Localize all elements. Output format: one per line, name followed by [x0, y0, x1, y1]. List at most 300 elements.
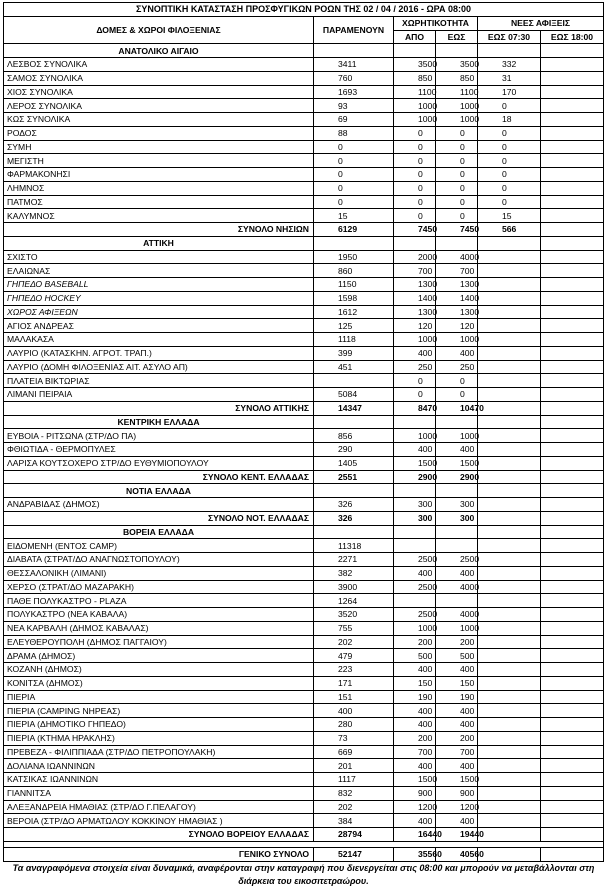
flows-table — [3, 2, 604, 889]
table-row — [4, 566, 604, 580]
value-from: 1000 — [394, 113, 436, 127]
empty-cell — [478, 484, 541, 498]
value-from: 500 — [394, 649, 436, 663]
facility-name: ΚΑΤΣΙΚΑΣ ΙΩΑΝΝΙΝΩΝ — [4, 773, 314, 787]
value-rem: 1598 — [314, 291, 394, 305]
value-rem: 93 — [314, 99, 394, 113]
value-to: 0 — [436, 154, 478, 168]
value-from: 700 — [394, 745, 436, 759]
value-to: 0 — [436, 140, 478, 154]
value-from: 300 — [394, 498, 436, 512]
value-a0730 — [478, 731, 541, 745]
value-to: 0 — [436, 126, 478, 140]
empty-cell — [436, 44, 478, 58]
table-row — [4, 498, 604, 512]
value-a1800 — [541, 498, 604, 512]
value-from: 400 — [394, 443, 436, 457]
value-rem: 223 — [314, 663, 394, 677]
value-from: 16440 — [394, 828, 436, 842]
facility-name: ΝΕΑ ΚΑΡΒΑΛΗ (ΔΗΜΟΣ ΚΑΒΑΛΑΣ) — [4, 621, 314, 635]
table-row — [4, 195, 604, 209]
value-a1800 — [541, 250, 604, 264]
value-rem: 0 — [314, 195, 394, 209]
table-row — [4, 608, 604, 622]
value-a0730 — [478, 704, 541, 718]
value-rem: 400 — [314, 704, 394, 718]
value-a0730 — [478, 388, 541, 402]
value-from — [394, 539, 436, 553]
table-row — [4, 663, 604, 677]
table-row — [4, 800, 604, 814]
facility-name: ΦΘΙΩΤΙΔΑ - ΘΕΡΜΟΠΥΛΕΣ — [4, 443, 314, 457]
value-rem: 2551 — [314, 470, 394, 484]
value-to — [436, 539, 478, 553]
value-rem: 0 — [314, 140, 394, 154]
value-a1800 — [541, 704, 604, 718]
total-row — [4, 847, 604, 861]
facility-name: ΛΕΡΟΣ ΣΥΝΟΛΙΚΑ — [4, 99, 314, 113]
value-a1800 — [541, 676, 604, 690]
value-to: 400 — [436, 443, 478, 457]
value-a1800 — [541, 456, 604, 470]
value-to: 4000 — [436, 580, 478, 594]
section-label: ΑΝΑΤΟΛΙΚΟ ΑΙΓΑΙΟ — [4, 44, 314, 58]
value-a1800 — [541, 847, 604, 861]
table-row — [4, 704, 604, 718]
facility-name: ΛΑΥΡΙΟ (ΔΟΜΗ ΦΙΛΟΞΕΝΙΑΣ ΑΙΤ. ΑΣΥΛΟ ΑΠ) — [4, 360, 314, 374]
value-to: 120 — [436, 319, 478, 333]
value-to — [436, 594, 478, 608]
total-label: ΣΥΝΟΛΟ ΚΕΝΤ. ΕΛΛΑΔΑΣ — [4, 470, 314, 484]
value-a0730 — [478, 319, 541, 333]
empty-cell — [394, 415, 436, 429]
value-rem: 1117 — [314, 773, 394, 787]
value-rem: 14347 — [314, 401, 394, 415]
value-to: 0 — [436, 388, 478, 402]
value-from: 1000 — [394, 333, 436, 347]
empty-cell — [541, 484, 604, 498]
value-from: 900 — [394, 786, 436, 800]
table-row — [4, 305, 604, 319]
value-a0730: 31 — [478, 71, 541, 85]
value-a0730: 15 — [478, 209, 541, 223]
facility-name: ΣΑΜΟΣ ΣΥΝΟΛΙΚΑ — [4, 71, 314, 85]
facility-name: ΡΟΔΟΣ — [4, 126, 314, 140]
value-rem: 3411 — [314, 58, 394, 72]
empty-cell — [478, 415, 541, 429]
value-to: 0 — [436, 181, 478, 195]
facility-name: ΚΩΣ ΣΥΝΟΛΙΚΑ — [4, 113, 314, 127]
value-to: 1500 — [436, 773, 478, 787]
value-rem: 0 — [314, 154, 394, 168]
value-rem: 52147 — [314, 847, 394, 861]
value-a1800 — [541, 58, 604, 72]
value-from: 1100 — [394, 85, 436, 99]
value-a1800 — [541, 291, 604, 305]
value-a1800 — [541, 181, 604, 195]
value-rem: 382 — [314, 566, 394, 580]
table-row — [4, 168, 604, 182]
value-rem: 201 — [314, 759, 394, 773]
table-row — [4, 374, 604, 388]
empty-cell — [394, 236, 436, 250]
section-header-row — [4, 44, 604, 58]
value-rem: 451 — [314, 360, 394, 374]
value-to: 250 — [436, 360, 478, 374]
footnote: Τα αναγραφόμενα στοιχεία είναι δυναμικά, αναφέρονται στην καταγραφή που διενεργείται στις 08:00 και μπορούν να μεταβάλλονται στη διάρκεια του εικοσιτετραώρου. — [4, 861, 604, 889]
value-a1800 — [541, 828, 604, 842]
value-to: 19440 — [436, 828, 478, 842]
table-row — [4, 333, 604, 347]
value-a0730 — [478, 847, 541, 861]
value-from: 1500 — [394, 456, 436, 470]
value-a0730 — [478, 800, 541, 814]
facility-name: ΠΑΤΜΟΣ — [4, 195, 314, 209]
table-row — [4, 209, 604, 223]
empty-cell — [436, 484, 478, 498]
value-rem: 88 — [314, 126, 394, 140]
value-a1800 — [541, 745, 604, 759]
facility-name: ΧΩΡΟΣ ΑΦΙΞΕΩΝ — [4, 305, 314, 319]
value-rem: 202 — [314, 635, 394, 649]
value-to: 7450 — [436, 223, 478, 237]
table-row — [4, 113, 604, 127]
value-a0730 — [478, 759, 541, 773]
value-rem: 6129 — [314, 223, 394, 237]
value-a0730 — [478, 498, 541, 512]
table-row — [4, 126, 604, 140]
facility-name: ΓΙΑΝΝΙΤΣΑ — [4, 786, 314, 800]
value-a1800 — [541, 566, 604, 580]
refugee-flows-report — [3, 2, 603, 889]
value-a1800 — [541, 140, 604, 154]
table-row — [4, 140, 604, 154]
value-to: 4000 — [436, 608, 478, 622]
facility-name: ΒΕΡΟΙΑ (ΣΤΡ/ΔΟ ΑΡΜΑΤΩΛΟΥ ΚΟΚΚΙΝΟΥ ΗΜΑΘΙΑΣ ) — [4, 814, 314, 828]
table-row — [4, 676, 604, 690]
value-a1800 — [541, 71, 604, 85]
value-rem: 15 — [314, 209, 394, 223]
total-row — [4, 401, 604, 415]
value-rem: 290 — [314, 443, 394, 457]
value-from: 8470 — [394, 401, 436, 415]
facility-name: ΠΟΛΥΚΑΣΤΡΟ (ΝΕΑ ΚΑΒΑΛΑ) — [4, 608, 314, 622]
value-rem: 73 — [314, 731, 394, 745]
value-from: 0 — [394, 154, 436, 168]
value-from: 0 — [394, 181, 436, 195]
table-row — [4, 58, 604, 72]
value-to: 400 — [436, 663, 478, 677]
value-a0730 — [478, 828, 541, 842]
facility-name: ΑΝΔΡΑΒΙΔΑΣ (ΔΗΜΟΣ) — [4, 498, 314, 512]
value-rem: 760 — [314, 71, 394, 85]
value-to: 1200 — [436, 800, 478, 814]
section-label: ΚΕΝΤΡΙΚΗ ΕΛΛΑΔΑ — [4, 415, 314, 429]
value-from: 150 — [394, 676, 436, 690]
value-a0730 — [478, 621, 541, 635]
value-a1800 — [541, 429, 604, 443]
table-row — [4, 360, 604, 374]
value-rem: 171 — [314, 676, 394, 690]
value-rem: 151 — [314, 690, 394, 704]
value-to: 10470 — [436, 401, 478, 415]
facility-name: ΛΕΣΒΟΣ ΣΥΝΟΛΙΚΑ — [4, 58, 314, 72]
value-a1800 — [541, 113, 604, 127]
value-from: 0 — [394, 140, 436, 154]
facility-name: ΣΧΙΣΤΟ — [4, 250, 314, 264]
col-capacity-to-header: ΕΩΣ — [436, 30, 478, 44]
value-from: 400 — [394, 814, 436, 828]
value-a0730 — [478, 566, 541, 580]
table-row — [4, 786, 604, 800]
value-to: 2900 — [436, 470, 478, 484]
value-a1800 — [541, 126, 604, 140]
table-row — [4, 388, 604, 402]
value-a0730 — [478, 786, 541, 800]
value-a0730 — [478, 553, 541, 567]
section-label: ΒΟΡΕΙΑ ΕΛΛΑΔΑ — [4, 525, 314, 539]
table-row — [4, 443, 604, 457]
value-from: 200 — [394, 731, 436, 745]
facility-name: ΠΑΘΕ ΠΟΛΥΚΑΣΤΡΟ - PLAZA — [4, 594, 314, 608]
table-row — [4, 621, 604, 635]
total-row — [4, 470, 604, 484]
value-from: 1200 — [394, 800, 436, 814]
facility-name: ΕΛΑΙΩΝΑΣ — [4, 264, 314, 278]
table-row — [4, 71, 604, 85]
table-row — [4, 154, 604, 168]
value-a1800 — [541, 718, 604, 732]
value-a1800 — [541, 209, 604, 223]
value-from: 400 — [394, 704, 436, 718]
value-from: 1000 — [394, 99, 436, 113]
facility-name: ΕΛΕΥΘΕΡΟΥΠΟΛΗ (ΔΗΜΟΣ ΠΑΓΓΑΙΟΥ) — [4, 635, 314, 649]
value-from: 2000 — [394, 250, 436, 264]
facility-name: ΧΙΟΣ ΣΥΝΟΛΙΚΑ — [4, 85, 314, 99]
table-row — [4, 250, 604, 264]
value-a0730 — [478, 443, 541, 457]
table-row — [4, 346, 604, 360]
facility-name: ΠΙΕΡΙΑ (ΚΤΗΜΑ ΗΡΑΚΛΗΣ) — [4, 731, 314, 745]
value-a1800 — [541, 401, 604, 415]
total-row — [4, 511, 604, 525]
value-a0730: 18 — [478, 113, 541, 127]
col-arrivals-1800-header: ΕΩΣ 18:00 — [541, 30, 604, 44]
value-from: 300 — [394, 511, 436, 525]
empty-cell — [314, 484, 394, 498]
empty-cell — [541, 236, 604, 250]
facility-name: ΔΡΑΜΑ (ΔΗΜΟΣ) — [4, 649, 314, 663]
facility-name: ΛΙΜΑΝΙ ΠΕΙΡΑΙΑ — [4, 388, 314, 402]
col-new-arrivals-header: ΝΕΕΣ ΑΦΙΞΕΙΣ — [478, 16, 604, 30]
value-a1800 — [541, 580, 604, 594]
empty-cell — [314, 415, 394, 429]
value-rem: 0 — [314, 181, 394, 195]
value-a1800 — [541, 690, 604, 704]
value-a1800 — [541, 470, 604, 484]
table-row — [4, 814, 604, 828]
table-row — [4, 429, 604, 443]
value-a1800 — [541, 608, 604, 622]
value-from: 400 — [394, 566, 436, 580]
value-to: 300 — [436, 511, 478, 525]
value-a1800 — [541, 759, 604, 773]
table-row — [4, 580, 604, 594]
col-capacity-from-header: ΑΠΟ — [394, 30, 436, 44]
facility-name: ΕΙΔΟΜΕΝΗ (ΕΝΤΟΣ CAMP) — [4, 539, 314, 553]
table-row — [4, 319, 604, 333]
value-from: 700 — [394, 264, 436, 278]
value-to: 1400 — [436, 291, 478, 305]
table-row — [4, 759, 604, 773]
value-a0730: 566 — [478, 223, 541, 237]
value-a0730 — [478, 250, 541, 264]
value-to: 0 — [436, 168, 478, 182]
value-a0730 — [478, 511, 541, 525]
value-a1800 — [541, 99, 604, 113]
value-a1800 — [541, 374, 604, 388]
value-from: 0 — [394, 195, 436, 209]
value-rem: 479 — [314, 649, 394, 663]
value-a0730 — [478, 264, 541, 278]
facility-name: ΔΟΛΙΑΝΑ ΙΩΑΝΝΙΝΩΝ — [4, 759, 314, 773]
value-a1800 — [541, 305, 604, 319]
facility-name: ΠΙΕΡΙΑ (ΔΗΜΟΤΙΚΟ ΓΗΠΕΔΟ) — [4, 718, 314, 732]
value-from: 1300 — [394, 278, 436, 292]
value-a1800 — [541, 594, 604, 608]
value-to: 700 — [436, 264, 478, 278]
value-a0730 — [478, 773, 541, 787]
value-from: 200 — [394, 635, 436, 649]
value-from: 190 — [394, 690, 436, 704]
facility-name: ΚΟΝΙΤΣΑ (ΔΗΜΟΣ) — [4, 676, 314, 690]
value-rem: 1405 — [314, 456, 394, 470]
value-a1800 — [541, 663, 604, 677]
value-to: 4000 — [436, 250, 478, 264]
value-rem — [314, 374, 394, 388]
value-a0730: 0 — [478, 181, 541, 195]
value-from: 850 — [394, 71, 436, 85]
value-a0730: 332 — [478, 58, 541, 72]
value-rem: 0 — [314, 168, 394, 182]
value-rem: 202 — [314, 800, 394, 814]
value-a1800 — [541, 773, 604, 787]
facility-name: ΜΕΓΙΣΤΗ — [4, 154, 314, 168]
value-a0730 — [478, 456, 541, 470]
value-a0730 — [478, 676, 541, 690]
value-to: 0 — [436, 195, 478, 209]
empty-cell — [541, 44, 604, 58]
value-to: 400 — [436, 759, 478, 773]
facility-name: ΚΑΛΥΜΝΟΣ — [4, 209, 314, 223]
value-a0730 — [478, 401, 541, 415]
value-rem: 326 — [314, 511, 394, 525]
value-a1800 — [541, 223, 604, 237]
value-rem: 125 — [314, 319, 394, 333]
value-a0730 — [478, 594, 541, 608]
value-a0730 — [478, 429, 541, 443]
facility-name: ΛΗΜΝΟΣ — [4, 181, 314, 195]
value-a0730 — [478, 333, 541, 347]
facility-name: ΠΡΕΒΕΖΑ - ΦΙΛΙΠΠΙΑΔΑ (ΣΤΡ/ΔΟ ΠΕΤΡΟΠΟΥΛΑΚΗ) — [4, 745, 314, 759]
value-rem: 856 — [314, 429, 394, 443]
value-to: 900 — [436, 786, 478, 800]
value-rem: 669 — [314, 745, 394, 759]
value-rem: 11318 — [314, 539, 394, 553]
value-rem: 1118 — [314, 333, 394, 347]
value-rem: 2271 — [314, 553, 394, 567]
value-a0730 — [478, 374, 541, 388]
value-from: 3500 — [394, 58, 436, 72]
value-from: 2500 — [394, 580, 436, 594]
value-a1800 — [541, 800, 604, 814]
total-label: ΣΥΝΟΛΟ ΒΟΡΕΙΟΥ ΕΛΛΑΔΑΣ — [4, 828, 314, 842]
facility-name: ΔΙΑΒΑΤΑ (ΣΤΡΑΤ/ΔΟ ΑΝΑΓΝΩΣΤΟΠΟΥΛΟΥ) — [4, 553, 314, 567]
value-from: 400 — [394, 759, 436, 773]
report-title: ΣΥΝΟΠΤΙΚΗ ΚΑΤΑΣΤΑΣΗ ΠΡΟΣΦΥΓΙΚΩΝ ΡΟΩΝ ΤΗΣ 02 / 04 / 2016 - ΩΡΑ 08:00 — [4, 3, 604, 17]
value-to: 1000 — [436, 429, 478, 443]
value-to: 300 — [436, 498, 478, 512]
value-a0730 — [478, 360, 541, 374]
empty-cell — [436, 236, 478, 250]
value-from: 250 — [394, 360, 436, 374]
value-from: 2900 — [394, 470, 436, 484]
value-rem: 326 — [314, 498, 394, 512]
total-label: ΣΥΝΟΛΟ ΑΤΤΙΚΗΣ — [4, 401, 314, 415]
value-a1800 — [541, 195, 604, 209]
value-a0730: 0 — [478, 168, 541, 182]
value-from: 0 — [394, 388, 436, 402]
table-row — [4, 264, 604, 278]
value-from: 0 — [394, 374, 436, 388]
table-row — [4, 278, 604, 292]
value-from: 35560 — [394, 847, 436, 861]
value-to: 1300 — [436, 305, 478, 319]
table-row — [4, 99, 604, 113]
empty-cell — [314, 236, 394, 250]
value-a0730 — [478, 305, 541, 319]
section-header-row — [4, 236, 604, 250]
table-row — [4, 85, 604, 99]
facility-name: ΛΑΥΡΙΟ (ΚΑΤΑΣΚΗΝ. ΑΓΡΟΤ. ΤΡΑΠ.) — [4, 346, 314, 360]
empty-cell — [394, 484, 436, 498]
facility-name: ΕΥΒΟΙΑ - ΡΙΤΣΩΝΑ (ΣΤΡ/ΔΟ ΠΑ) — [4, 429, 314, 443]
total-label: ΓΕΝΙΚΟ ΣΥΝΟΛΟ — [4, 847, 314, 861]
value-a0730 — [478, 635, 541, 649]
value-a1800 — [541, 635, 604, 649]
table-row — [4, 553, 604, 567]
value-a0730 — [478, 580, 541, 594]
value-to: 1000 — [436, 333, 478, 347]
value-a0730 — [478, 649, 541, 663]
value-a1800 — [541, 319, 604, 333]
table-row — [4, 291, 604, 305]
value-a0730 — [478, 814, 541, 828]
value-from: 1500 — [394, 773, 436, 787]
value-to: 0 — [436, 209, 478, 223]
value-a0730 — [478, 291, 541, 305]
value-a1800 — [541, 264, 604, 278]
facility-name: ΘΕΣΣΑΛΟΝΙΚΗ (ΛΙΜΑΝΙ) — [4, 566, 314, 580]
facility-name: ΠΙΕΡΙΑ — [4, 690, 314, 704]
value-rem: 1264 — [314, 594, 394, 608]
footnote-row — [4, 861, 604, 889]
value-a1800 — [541, 621, 604, 635]
value-a0730 — [478, 745, 541, 759]
col-remaining-header: ΠΑΡΑΜΕΝΟΥΝ — [314, 16, 394, 44]
value-a0730 — [478, 663, 541, 677]
facility-name: ΚΟΖΑΝΗ (ΔΗΜΟΣ) — [4, 663, 314, 677]
